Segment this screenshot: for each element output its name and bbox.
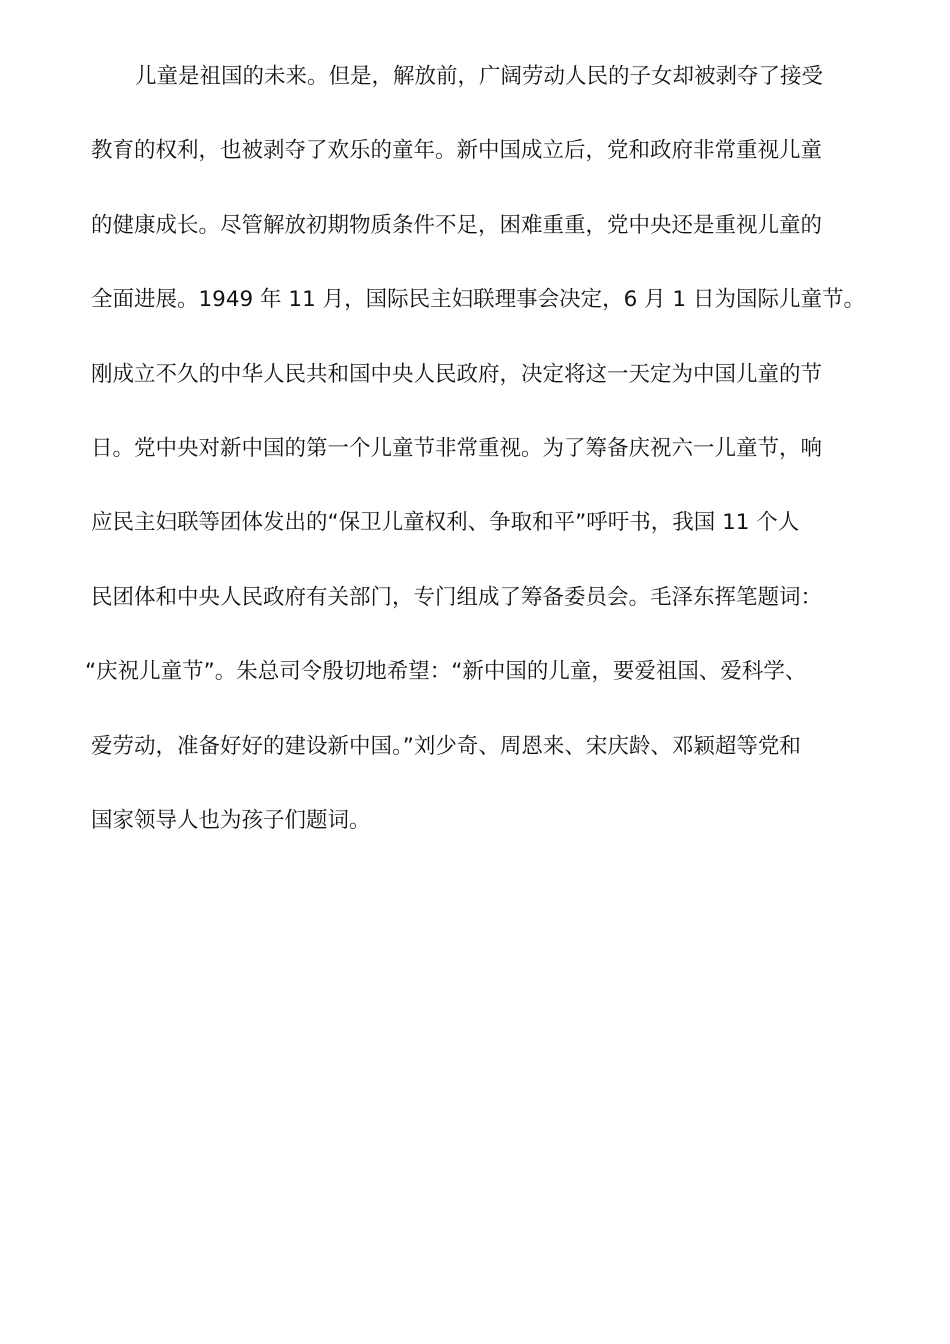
paragraph-line: 日。党中央对新中国的第一个儿童节非常重视。为了筹备庆祝六一儿童节，响 [91,435,823,461]
paragraph-line: 国家领导人也为孩子们题词。 [91,807,371,833]
paragraph-line: 教育的权利，也被剥夺了欢乐的童年。新中国成立后，党和政府非常重视儿童 [91,138,823,164]
paragraph-line: 的健康成长。尽管解放初期物质条件不足，困难重重，党中央还是重视儿童的 [91,212,823,238]
paragraph-line: 爱劳动，准备好好的建设新中国。”刘少奇、周恩来、宋庆龄、邓颖超等党和 [91,733,801,759]
paragraph-line: 儿童是祖国的未来。但是，解放前，广阔劳动人民的子女却被剥夺了接受 [135,64,824,89]
paragraph-line: “庆祝儿童节”。朱总司令殷切地希望：“新中国的儿童，要爱祖国、爱科学、 [85,659,807,685]
paragraph-line: 民团体和中央人民政府有关部门，专门组成了筹备委员会。毛泽东挥笔题词： [91,584,823,610]
body-paragraph [85,56,871,874]
paragraph-line: 刚成立不久的中华人民共和国中央人民政府，决定将这一天定为中国儿童的节 [91,361,823,387]
paragraph-line: 应民主妇联等团体发出的“保卫儿童权利、争取和平”呼吁书，我国 11 个人 [91,510,800,536]
paragraph-line: 全面进展。1949 年 11 月，国际民主妇联理事会决定，6 月 1 日为国际儿童节。 [91,287,865,313]
